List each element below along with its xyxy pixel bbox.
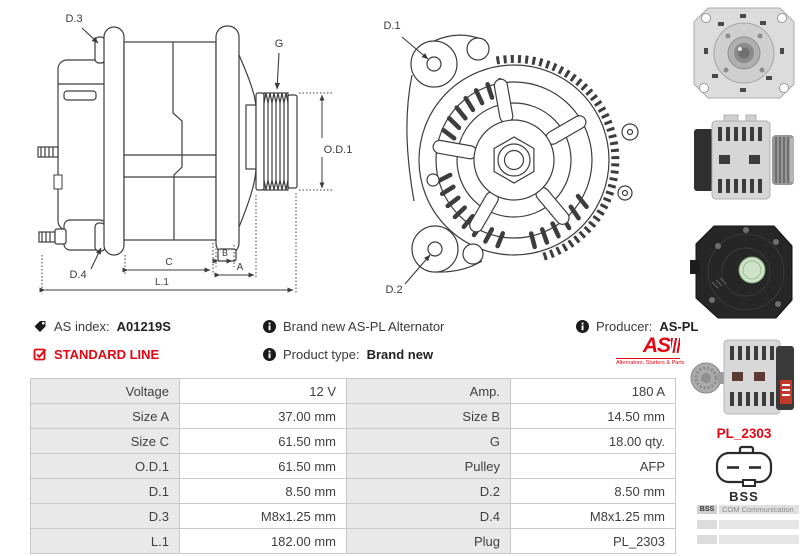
spec-label: L.1 [31, 529, 180, 554]
dim-label-a: A [236, 262, 244, 273]
producer-label: Producer: [596, 318, 653, 334]
spec-value: 8.50 mm [511, 479, 676, 504]
producer-value: AS-PL [659, 318, 699, 334]
spec-label: Pulley [347, 454, 511, 479]
spec-value: 61.50 mm [180, 429, 347, 454]
product-type-line [263, 346, 433, 362]
product-photo-side-view-pulley-right[interactable] [688, 107, 800, 213]
alternator-front-view-diagram [362, 5, 662, 305]
spec-value: 12 V [180, 379, 347, 404]
spec-value: M8x1.25 mm [180, 504, 347, 529]
spec-label: O.D.1 [31, 454, 180, 479]
dim-label-od1: O.D.1 [323, 144, 353, 156]
info-icon [263, 348, 276, 361]
pinout-row [697, 505, 799, 514]
plug-connector-diagram [713, 444, 775, 488]
product-photo-side-view-pulley-left[interactable] [688, 330, 800, 424]
pin-name [697, 535, 717, 544]
pin-name: BSS [697, 505, 717, 514]
pin-description: COM Communication [719, 505, 799, 514]
spec-value: 61.50 mm [180, 454, 347, 479]
spec-value: M8x1.25 mm [511, 504, 676, 529]
dim-label-c: C [165, 257, 173, 268]
brand-new-line [263, 318, 444, 334]
spec-table [30, 378, 676, 554]
spec-label: D.2 [347, 479, 511, 504]
spec-label: D.3 [31, 504, 180, 529]
spec-value: 37.00 mm [180, 404, 347, 429]
dim-label-b: B [221, 248, 229, 258]
spec-label: D.1 [31, 479, 180, 504]
spec-value: PL_2303 [511, 529, 676, 554]
producer-line [576, 318, 698, 334]
pulley-icon [256, 93, 297, 190]
spec-value: 18.00 qty. [511, 429, 676, 454]
as-index-label: AS index: [54, 318, 110, 334]
product-type-label: Product type: [283, 346, 360, 362]
tag-icon [33, 319, 47, 333]
pin-description [719, 535, 799, 544]
table-row [31, 504, 676, 529]
spec-label: Size A [31, 404, 180, 429]
spec-label: Amp. [347, 379, 511, 404]
pinout-row [697, 535, 799, 544]
dim-label-d4: D.4 [69, 269, 87, 281]
spec-value: 8.50 mm [180, 479, 347, 504]
table-row [31, 379, 676, 404]
as-pl-logo [616, 334, 685, 366]
spec-label: Size B [347, 404, 511, 429]
spec-label: D.4 [347, 504, 511, 529]
info-icon [263, 320, 276, 333]
table-row [31, 404, 676, 429]
dim-label-d1: D.1 [383, 20, 401, 32]
plug-pinout-table [697, 505, 799, 550]
pinout-row [697, 520, 799, 529]
brand-new-text: Brand new AS-PL Alternator [283, 318, 445, 334]
product-type-value: Brand new [366, 346, 434, 362]
spec-label: Plug [347, 529, 511, 554]
table-row [31, 429, 676, 454]
dim-label-d2: D.2 [385, 284, 403, 296]
plug-code-label: PL_2303 [716, 426, 772, 441]
table-row [31, 454, 676, 479]
info-icon [576, 320, 589, 333]
dim-label-g: G [274, 38, 284, 50]
spec-label: Size C [31, 429, 180, 454]
pin-description [719, 520, 799, 529]
as-index-value: A01219S [116, 318, 171, 334]
as-index-line [33, 318, 171, 334]
checkbox-checked-icon [33, 347, 47, 361]
dim-label-d3: D.3 [65, 13, 83, 25]
plug-type-label: BSS [729, 489, 759, 504]
spec-value: 180 A [511, 379, 676, 404]
table-row [31, 479, 676, 504]
as-pl-logo-mark: AS [643, 336, 680, 356]
spec-value: 14.50 mm [511, 404, 676, 429]
table-row [31, 529, 676, 554]
spec-value: 182.00 mm [180, 529, 347, 554]
pin-name [697, 520, 717, 529]
standard-line-row [33, 346, 159, 362]
spec-label: G [347, 429, 511, 454]
product-photo-rear-view-black[interactable] [688, 216, 800, 328]
as-pl-logo-tagline: Alternators, Starters & Parts [616, 360, 685, 366]
standard-line-label: STANDARD LINE [54, 346, 160, 362]
dim-label-l1: L.1 [155, 277, 169, 288]
spec-value: AFP [511, 454, 676, 479]
alternator-side-view-diagram [10, 5, 355, 300]
product-photo-rear-view[interactable] [688, 2, 800, 104]
spec-label: Voltage [31, 379, 180, 404]
